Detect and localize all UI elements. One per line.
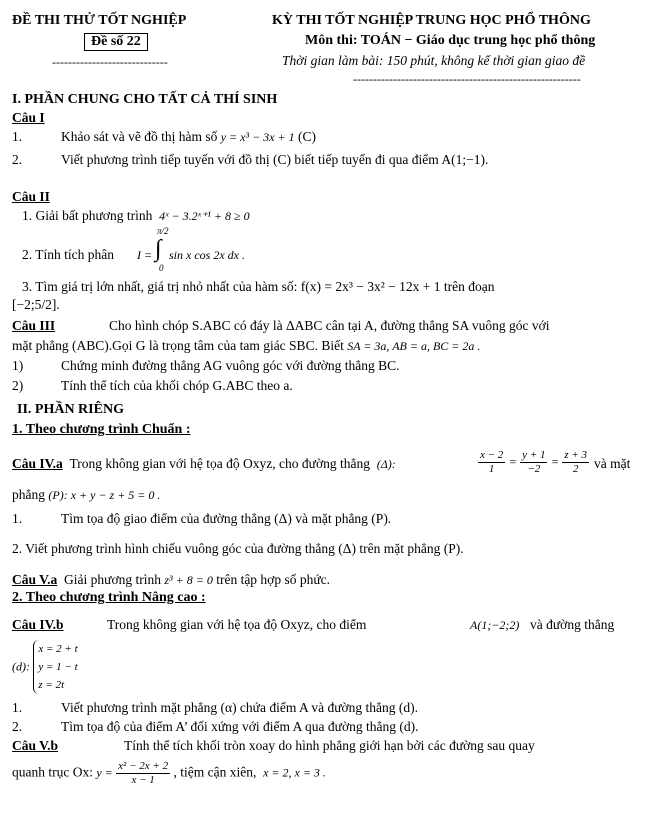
cau5a-math: z³ + 8 = 0 [164,573,213,587]
cau2-item1-math: 4ˣ − 3.2ˣ⁺¹ + 8 ≥ 0 [159,209,250,223]
cau3-line2-text: mặt phẳng (ABC).Gọi G là trọng tâm của tam giác SBC. Biết [12,338,344,353]
cau4a-tail: và mặt [594,456,631,471]
cau3-item1-text: Chứng minh đường thẳng AG vuông góc với đường thẳng BC. [61,358,400,373]
cau4a-text: Trong không gian với hệ tọa độ Oxyz, cho đường thẳng [69,456,370,471]
frac-x: $\frac{x - 2}{1}$ [480,449,504,475]
cau1-item1 [61,129,316,145]
cau3-line1: Cho hình chóp S.ABC có đáy là ΔABC cân tại A, đường thẳng SA vuông góc với [109,318,550,333]
integral-integrand: sin x cos 2x dx . [169,248,245,262]
cau4b-text: Trong không gian với hệ tọa độ Oxyz, cho điểm [107,617,367,632]
cau4b-label: Câu IV.b [12,617,64,632]
cau5b-bounds: x = 2, x = 3 . [263,765,326,780]
cau3-line2-math: SA = 3a, AB = a, BC = 2a . [347,339,481,353]
cau4a-line1 [12,456,396,472]
cau1-item2-num: 2. [12,152,23,167]
cau4b-tail: và đường thẳng [530,617,615,632]
header-right-dashes: --------------------------------------------------------- [353,72,581,86]
cau1-item1-num: 1. [12,129,23,144]
integral-expression [137,226,267,274]
cau1-item2-text: Viết phương trình tiếp tuyến với đồ thị (C) biết tiếp tuyến đi qua điểm A(1;−1). [61,152,489,167]
cau2-item3-line2: [−2;5/2]. [12,297,60,312]
cau5b-line1: Tính thể tích khối tròn xoay do hình phẳng giới hạn bởi các đường sau quay [124,738,535,753]
cau2-item1 [22,208,250,224]
cau2-item1-text: 1. Giải bất phương trình [22,208,153,223]
cau4a-label: Câu IV.a [12,456,63,471]
cau5a-tail: trên tập hợp số phức. [216,572,331,587]
header-left-dashes: ----------------------------- [52,55,168,69]
sys-eq-z: z = 2t [38,679,65,691]
nangcao-heading: 2. Theo chương trình Nâng cao : [12,590,206,605]
cau5a [12,572,330,588]
cau4a-line2 [12,487,160,503]
header-subject: Môn thi: TOÁN − Giáo dục trung học phổ thông [305,33,596,48]
cau5b-y: y = [96,765,113,780]
cau1-label: Câu I [12,110,45,125]
cau1-item1-tail: (C) [297,129,316,144]
cau4a-plane: (P): x + y − z + 5 = 0 . [48,488,161,502]
cau4b-item1-text: Viết phương trình mặt phẳng (α) chứa điểm A và đường thẳng (d). [61,700,419,715]
cau1-item1-text: Khảo sát và vẽ đồ thị hàm số [61,129,218,144]
cau5b-label: Câu V.b [12,738,59,753]
cau4b-system [12,640,78,694]
cau4b-item2-text: Tìm tọa độ của điểm A’ đối xứng với điểm A qua đường thẳng (d). [61,719,419,734]
sys-eq-x: x = 2 + t [38,643,78,655]
header-left-title: ĐỀ THI THỬ TỐT NGHIỆP [12,13,187,28]
cau2-label: Câu II [12,189,50,204]
cau3-label: Câu III [12,318,56,333]
d-label: (d): [12,659,30,674]
cau3-item1-num: 1) [12,358,24,373]
cau1-item1-math: y = x³ − 3x + 1 [220,130,295,144]
cau2-item3-line1: 3. Tìm giá trị lớn nhất, giá trị nhỏ nhất của hàm số: f(x) = 2x³ − 3x² − 12x + 1 trên đoạn [22,279,495,294]
cau5b-line2 [12,760,326,787]
cau3-line2 [12,338,480,354]
cau5b-fraction: $\frac{\text{x² − 2x + 2}}{x - 1}$ [118,760,169,786]
cau5b-line2-text: quanh trục Ox: [12,764,93,780]
cau4b-item2-num: 2. [12,719,23,734]
cau4a-item1-text: Tìm tọa độ giao điểm của đường thẳng (Δ) và mặt phẳng (P). [61,511,392,526]
integral-sign: ∫ [155,236,162,262]
frac-z: $\frac{z + 3}{2}$ [564,449,588,475]
cau5b-tail: , tiệm cận xiên, [173,764,257,780]
sys-eq-y: y = 1 − t [38,661,78,673]
frac-y: $\frac{y + 1}{-2}$ [522,449,546,475]
integral-lhs: I = [137,248,153,262]
cau5a-label: Câu V.a [12,572,58,587]
part1-heading: I. PHẦN CHUNG CHO TẤT CẢ THÍ SINH [12,92,278,107]
cau3-item2-text: Tính thể tích của khối chóp G.ABC theo a. [61,378,293,393]
system-brace [33,640,77,694]
integral-upper: π/2 [157,226,169,236]
header-right-title: KỲ THI TỐT NGHIỆP TRUNG HỌC PHỔ THÔNG [272,13,591,28]
header-time: Thời gian làm bài: 150 phút, không kể thời gian giao đề [282,53,586,68]
exam-number-box: Đề số 22 [84,33,148,51]
part2-heading: II. PHẦN RIÊNG [17,402,124,417]
cau4a-fractions: $\frac{x - 2}{1}$ = $\frac{y + 1}{-2}$ = $\frac{z + 3}{2}$ [480,449,588,475]
cau4b-point: A(1;−2;2) [470,618,520,632]
chuan-heading: 1. Theo chương trình Chuẩn : [12,422,191,437]
integral-lower: 0 [159,263,164,273]
cau2-item2-text: 2. Tính tích phân [22,247,114,262]
cau4a-item1-num: 1. [12,511,23,526]
cau3-item2-num: 2) [12,378,24,393]
cau4a-item2-text: 2. Viết phương trình hình chiếu vuông góc của đường thẳng (Δ) trên mặt phẳng (P). [12,541,464,556]
cau5a-text: Giải phương trình [64,572,161,587]
cau4b-item1-num: 1. [12,700,23,715]
cau4a-delta: (Δ): [376,457,396,471]
cau4a-line2-text: phẳng [12,487,45,502]
